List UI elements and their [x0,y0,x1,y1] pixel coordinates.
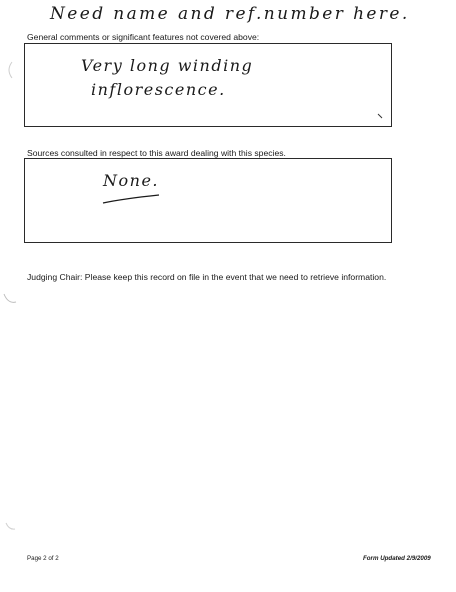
comments-handwriting-line-1: Very long winding [81,56,254,75]
stray-pen-mark [377,112,385,120]
handwritten-header-note: Need name and ref.number here. [50,4,410,24]
form-updated-date: Form Updated 2/9/2009 [363,555,431,562]
comments-handwriting-line-2: inflorescence. [91,80,226,99]
scan-artifact-middle [2,290,18,306]
comments-box [24,43,392,127]
scan-artifact-bottom [4,520,16,532]
sources-handwriting: None. [103,171,159,190]
comments-label: General comments or significant features not covered above: [27,32,260,42]
page-number: Page 2 of 2 [27,555,59,562]
sources-label: Sources consulted in respect to this award dealing with this species. [27,148,286,158]
sources-box [24,158,392,243]
handwritten-underline [101,193,161,205]
scan-artifact-top [4,60,14,80]
judging-chair-note: Judging Chair: Please keep this record on file in the event that we need to retrieve information. [27,272,387,282]
